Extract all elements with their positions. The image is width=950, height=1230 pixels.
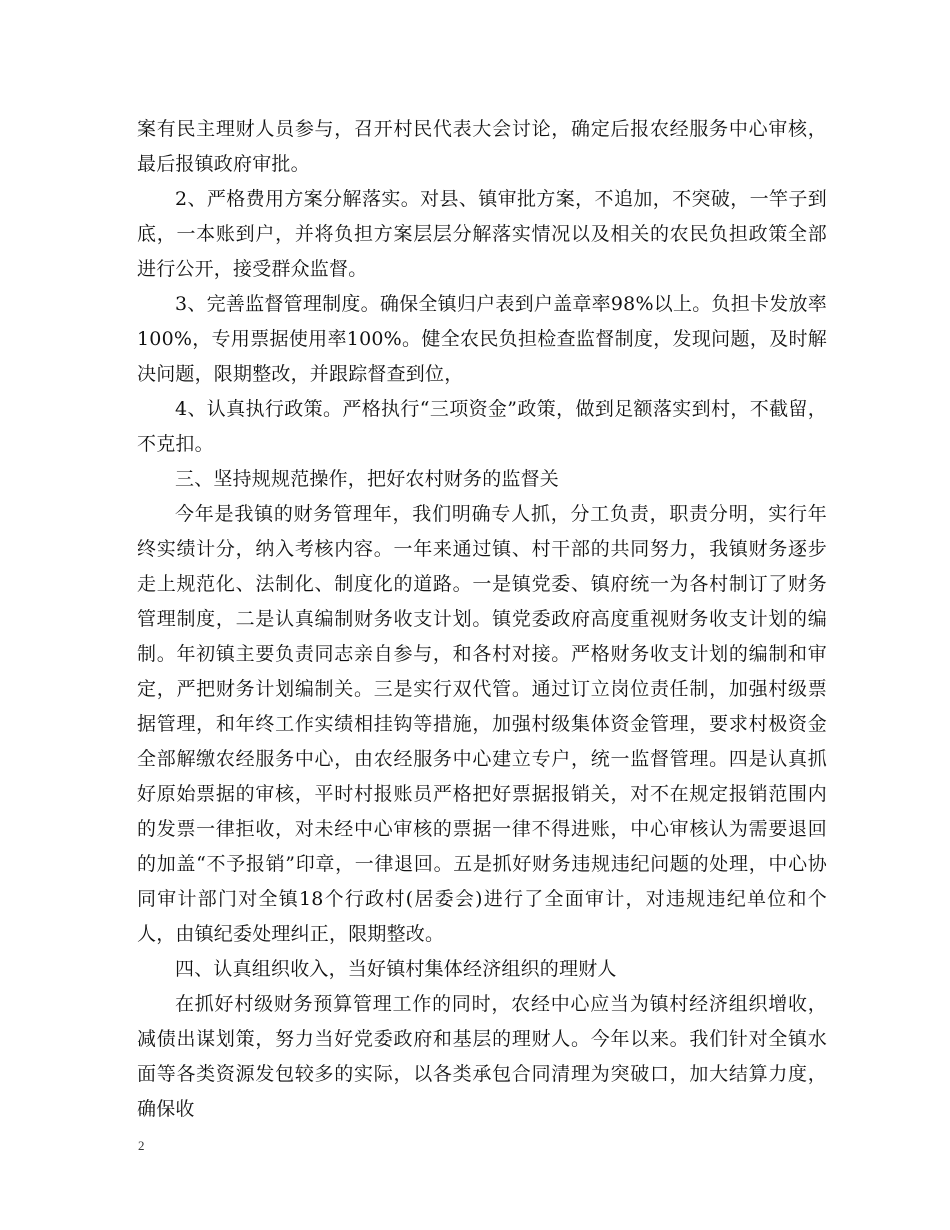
document-body (137, 112, 827, 1127)
paragraph-income-organization: 在抓好村级财务预算管理工作的同时，农经中心应当为镇村经济组织增收，减债出谋划策，努力当好党委政府和基层的理财人。今年以来。我们针对全镇水面等各类资源发包较多的实际，以各类承包合同清理为突破口，加大结算力度，确保收 (137, 993, 827, 1120)
paragraph-item-4: 4、认真执行政策。严格执行“三项资金”政策，做到足额落实到村，不截留，不克扣。 (137, 398, 827, 455)
section-heading-3: 三、坚持规规范操作，把好农村财务的监督关 (175, 468, 560, 490)
paragraph-item-2: 2、严格费用方案分解落实。对县、镇审批方案，不追加，不突破，一竿子到底，一本账到户，并将负担方案层层分解落实情况以及相关的农民负担政策全部进行公开，接受群众监督。 (137, 188, 827, 280)
paragraph-finance-management: 今年是我镇的财务管理年，我们明确专人抓，分工负责，职责分明，实行年终实绩计分，纳入考核内容。一年来通过镇、村干部的共同努力，我镇财务逐步走上规范化、法制化、制度化的道路。一是镇党委、镇府统一为各村制订了财务管理制度，二是认真编制财务收支计划。镇党委政府高度重视财务收支计划的编制。年初镇主要负责同志亲自参与，和各村对接。严格财务收支计划的编制和审定，严把财务计划编制关。三是实行双代管。通过订立岗位责任制，加强村级票据管理，和年终工作实绩相挂钩等措施，加强村级集体资金管理，要求村极资金全部解缴农经服务中心，由农经服务中心建立专户，统一监督管理。四是认真抓好原始票据的审核，平时村报账员严格把好票据报销关，对不在规定报销范围内的发票一律拒收，对未经中心审核的票据一律不得进账，中心审核认为需要退回的加盖“不予报销”印章，一律退回。五是抓好财务违规违纪问题的处理，中心协同审计部门对全镇18个行政村(居委会)进行了全面审计，对违规违纪单位和个人，由镇纪委处理纠正，限期整改。 (137, 503, 827, 945)
paragraph-continuation: 案有民主理财人员参与，召开村民代表大会讨论，确定后报农经服务中心审核，最后报镇政府审批。 (137, 118, 827, 175)
section-heading-4: 四、认真组织收入，当好镇村集体经济组织的理财人 (175, 958, 617, 980)
paragraph-item-3: 3、完善监督管理制度。确保全镇归户表到户盖章率98%以上。负担卡发放率100%，专用票据使用率100%。健全农民负担检查监督制度，发现问题，及时解决问题，限期整改，并跟踪督查到位， (137, 293, 827, 385)
page-number: 2 (138, 1138, 145, 1153)
